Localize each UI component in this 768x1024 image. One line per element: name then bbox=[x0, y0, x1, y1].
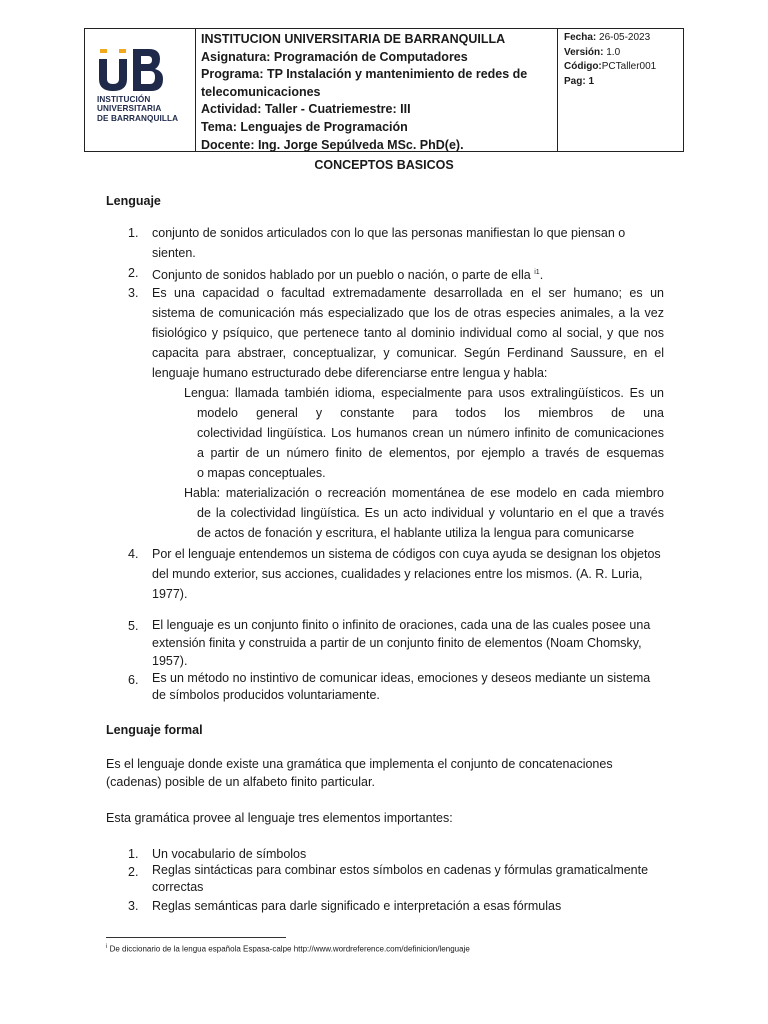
logo-text: INSTITUCIÓN UNIVERSITARIA DE BARRANQUILLA bbox=[97, 95, 179, 123]
list-number: 2. bbox=[128, 266, 139, 280]
list-item: Por el lenguaje entendemos un sistema de códigos con cuya ayuda se designan los objetos del mundo exterior, sus acciones, cualidades y relaciones entre los mismos. (A. R. Luria, 1977). bbox=[152, 547, 661, 601]
institution-name: INSTITUCION UNIVERSITARIA DE BARRANQUILLA bbox=[201, 32, 506, 46]
ub-logo-icon bbox=[97, 45, 167, 95]
footnote-divider bbox=[106, 937, 286, 938]
list-number: 4. bbox=[128, 547, 139, 561]
list-number: 1. bbox=[128, 226, 139, 240]
list-item: conjunto de sonidos articulados con lo que las personas manifiestan lo que piensan o sienten. bbox=[152, 226, 626, 260]
habla-definition: Habla: materialización o recreación momentánea de ese modelo en cada miembro de la colectividad lingüística. Es un acto individual y voluntario en el que a través de actos de fonación y escritura, el hablante utiliza la lengua para comunicarse bbox=[184, 486, 664, 540]
docente: Docente: Ing. Jorge Sepúlveda MSc. PhD(e). bbox=[201, 137, 464, 152]
list-item: El lenguaje es un conjunto finito o infinito de oraciones, cada una de las cuales posee una extensión finita y construida a partir de un conjunto finito de elementos (Noam Chomsky, 1957). bbox=[152, 618, 651, 668]
tema: Tema: Lenguajes de Programación bbox=[201, 119, 408, 134]
list-item: Reglas semánticas para darle significado e interpretación a esas fórmulas bbox=[152, 899, 562, 913]
list-number: 2. bbox=[128, 865, 139, 879]
section-heading-lenguaje-formal: Lenguaje formal bbox=[106, 723, 203, 737]
list-number: 6. bbox=[128, 673, 139, 687]
pagina: Pag: 1 bbox=[564, 75, 595, 87]
list-number: 1. bbox=[128, 847, 139, 861]
logo-cell bbox=[85, 29, 196, 151]
version: Versión: 1.0 bbox=[564, 46, 621, 58]
actividad: Actividad: Taller - Cuatriemestre: III bbox=[201, 102, 411, 117]
lengua-definition: Lengua: llamada también idioma, especialmente para usos extralingüísticos. Es un modelo general y constante para todos los miembros de una colectividad lingüística. Los humanos crean un número infinito de comunicaciones a partir de un número finito de elementos, por ejemplo a través de esquemas o mapas conceptuales. bbox=[184, 386, 664, 480]
fecha: Fecha: 26-05-2023 bbox=[564, 32, 651, 43]
footnote: $^i$ De diccionario de la lengua española Espasa-calpe http://www.wordreference.com/definicion/lenguaje bbox=[106, 944, 470, 954]
list-number: 3. bbox=[128, 899, 139, 913]
list-item: Es un método no instintivo de comunicar ideas, emociones y deseos mediante un sistema de símbolos producidos voluntariamente. bbox=[152, 671, 651, 702]
list-item: Un vocabulario de símbolos bbox=[152, 847, 307, 861]
document-header bbox=[84, 28, 684, 152]
codigo: Código:PCTaller001 bbox=[564, 61, 657, 72]
list-item: Reglas sintácticas para combinar estos símbolos en cadenas y fórmulas gramaticalmente correctas bbox=[152, 863, 649, 894]
header-info bbox=[196, 29, 558, 151]
paragraph: Esta gramática provee al lenguaje tres elementos importantes: bbox=[106, 811, 453, 825]
list-item: Es una capacidad o facultad extremadamente desarrollada en el ser humano; es un sistema de comunicación más especializado que los de otras especies animales, a la vez fisiológico y psíquico, que pertenece tanto al dominio individual como al social, y que nos capacita para abstraer, conceptualizar, y comunicar. Según Ferdinand Saussure, en el lenguaje humano estructurado debe diferenciarse entre lengua y habla: bbox=[152, 286, 664, 380]
page-title: CONCEPTOS BASICOS bbox=[314, 158, 454, 172]
asignatura: Asignatura: Programación de Computadores bbox=[201, 49, 468, 64]
header-meta bbox=[558, 29, 683, 151]
programa-line2: telecomunicaciones bbox=[201, 84, 321, 99]
list-item: Conjunto de sonidos hablado por un pueblo o nación, o parte de ella $^{i1}$. bbox=[152, 268, 544, 283]
programa-line1: Programa: TP Instalación y mantenimiento de redes de bbox=[201, 67, 528, 82]
paragraph: Es el lenguaje donde existe una gramática que implementa el conjunto de concatenaciones (cadenas) posible de un alfabeto finito particular. bbox=[106, 757, 613, 789]
list-number: 3. bbox=[128, 286, 139, 300]
section-heading-lenguaje: Lenguaje bbox=[106, 194, 161, 208]
list-number: 5. bbox=[128, 619, 139, 633]
